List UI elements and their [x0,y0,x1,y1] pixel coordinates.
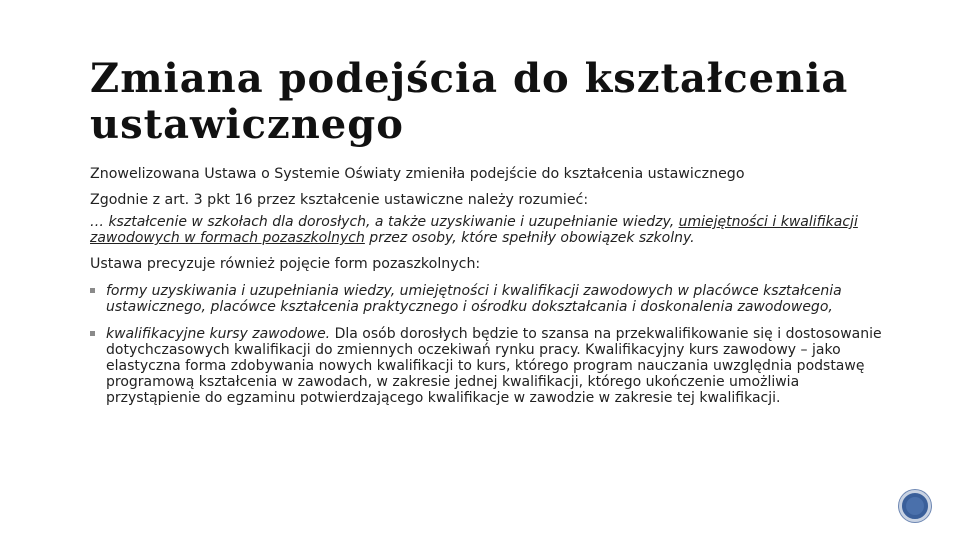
bullet-first-text: formy uzyskiwania i uzupełniania wiedzy, umiejętności i kwalifikacji zawodowych w placówce kształcenia ustawicznego, placówce kształcenia praktycznego i ośrodku dokształcania i doskonalenia zawodowego, [106,283,842,315]
intro-paragraph: Znowelizowana Ustawa o Systemie Oświaty zmieniła podejście do kształcenia ustawicznego [90,166,745,182]
bullet-second-italic: kwalifikacyjne kursy zawodowe. [106,326,331,342]
list-item [90,283,890,315]
slide-body [90,166,890,417]
circle-icon [906,497,924,515]
list-item [90,326,890,406]
bullet-square-icon [90,288,95,293]
forms-intro-paragraph: Ustawa precyzuje również pojęcie form pozaszkolnych: [90,256,481,272]
article-paragraph: Zgodnie z art. 3 pkt 16 przez kształcenie ustawiczne należy rozumieć: [90,192,589,208]
bullet-square-icon [90,331,95,336]
quote-underlined: umiejętności i kwalifikacji zawodowych w formach pozaszkolnych [90,214,858,246]
bullet-list [90,283,890,406]
slide-title: Zmiana podejścia do kształcenia ustawicznego [90,55,849,148]
quote-end: przez osoby, które spełniły obowiązek szkolny. [364,230,695,246]
quote-start: … kształcenie w szkołach dla dorosłych, a także uzyskiwanie i uzupełnianie wiedzy, [90,214,679,230]
quote-paragraph [90,214,890,246]
slide-navigation-button[interactable] [899,490,931,522]
bullet-second-text: Dla osób dorosłych będzie to szansa na przekwalifikowanie się i dostosowanie dotychczasowych kwalifikacji do zmiennych oczekiwań rynku pracy. Kwalifikacyjny kurs zawodowy – jako elastyczna forma zdobywania nowych kwalifikacji to kurs, którego program nauczania uwzględnia podstawę programową kształcenia w zawodach, w zakresie jednej kwalifikacji, którego ukończenie umożliwia przystąpienie do egzaminu potwierdzającego kwalifikacje w zawodzie w zakresie tej kwalifikacji. [106,326,882,406]
